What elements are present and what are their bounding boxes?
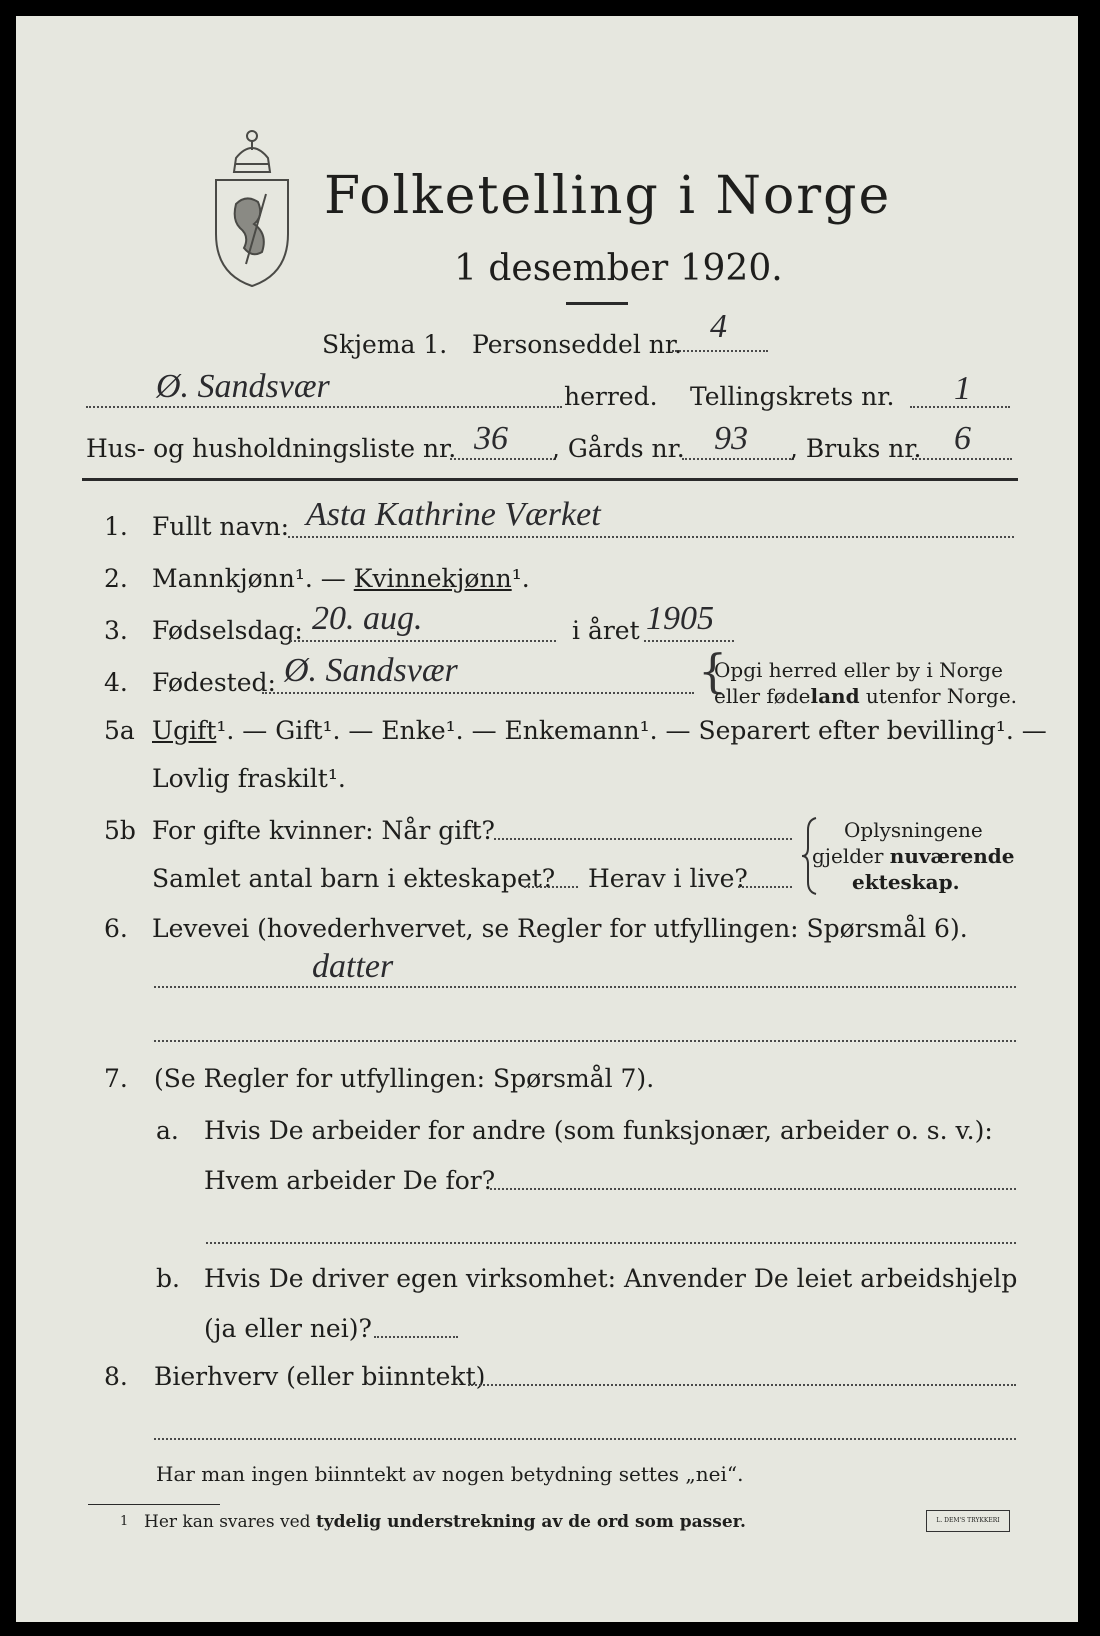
q5b-line2b: Herav i live? <box>588 864 748 893</box>
q4-number: 4. <box>104 668 128 697</box>
coat-of-arms-icon <box>206 124 298 290</box>
form-title: Folketelling i Norge <box>324 166 892 226</box>
bruks-label: , Bruks nr. <box>790 434 922 463</box>
footnote-divider <box>88 1504 220 1505</box>
q7a-line2: Hvem arbeider De for? <box>204 1166 496 1195</box>
personseddel-line <box>672 350 768 352</box>
q7a-letter: a. <box>156 1116 179 1145</box>
q5b-note-3: ekteskap. <box>852 870 960 894</box>
q6-line-2 <box>154 1040 1016 1042</box>
q7b-line1: Hvis De driver egen virksomhet: Anvender De leiet arbeidshjelp <box>204 1264 1018 1293</box>
q5b-number: 5b <box>104 816 136 845</box>
footnote-mark: 1 <box>120 1514 129 1529</box>
q7b-answer-line <box>374 1336 458 1338</box>
tellingskrets-value: 1 <box>954 370 971 407</box>
tellingskrets-label: Tellingskrets nr. <box>690 382 895 411</box>
q4-brace: { <box>698 644 728 698</box>
gaards-line <box>682 458 794 460</box>
gaards-label: , Gårds nr. <box>552 434 685 463</box>
q2-number: 2. <box>104 564 128 593</box>
q7b-line2: (ja eller nei)? <box>204 1314 372 1343</box>
q5b-alive-line <box>738 886 792 888</box>
birthplace-value: Ø. Sandsvær <box>284 652 458 689</box>
q5b-line1: For gifte kvinner: Når gift? <box>152 816 495 845</box>
q5a-line2: Lovlig fraskilt¹. <box>152 764 346 793</box>
q7a-employer-line <box>490 1188 1016 1190</box>
q3-year-label: i året <box>572 616 640 645</box>
birthday-value: 20. aug. <box>312 600 423 637</box>
bruks-value: 6 <box>954 420 971 457</box>
occupation-value: datter <box>312 948 394 985</box>
q8-number: 8. <box>104 1362 128 1391</box>
q3-year-line <box>644 640 734 642</box>
printer-stamp: L. DEM'S TRYKKERI <box>926 1510 1010 1532</box>
census-date: 1 desember 1920. <box>454 248 783 289</box>
q7a-line-extra <box>206 1242 1016 1244</box>
q4-note-1: Opgi herred eller by i Norge <box>714 658 1003 682</box>
q4-line <box>262 692 694 694</box>
husliste-line <box>450 458 556 460</box>
q1-line <box>288 536 1014 538</box>
q5b-line2a: Samlet antal barn i ekteskapet? <box>152 864 556 893</box>
personseddel-label: Personseddel nr. <box>472 330 683 359</box>
ugift-underlined: Ugift <box>152 716 217 745</box>
q5a-number: 5a <box>104 716 135 745</box>
birth-year-value: 1905 <box>646 600 714 637</box>
header-divider <box>82 478 1018 481</box>
title-divider <box>566 302 628 305</box>
full-name-value: Asta Kathrine Værket <box>306 496 601 533</box>
q3-line <box>290 640 556 642</box>
q3-number: 3. <box>104 616 128 645</box>
herred-label: herred. <box>564 382 658 411</box>
herred-line <box>86 406 562 408</box>
q1-label: Fullt navn: <box>152 512 290 541</box>
q6-label: Levevei (hovederhvervet, se Regler for utfyllingen: Spørsmål 6). <box>152 914 968 943</box>
husliste-label: Hus- og husholdningsliste nr. <box>86 434 457 463</box>
q7-label: (Se Regler for utfyllingen: Spørsmål 7). <box>154 1064 655 1093</box>
kvinnekjonn-underlined: Kvinnekjønn <box>353 564 512 593</box>
q5a-label: Ugift¹. — Gift¹. — Enke¹. — Enkemann¹. — Separert efter bevilling¹. — <box>152 716 1047 745</box>
q3-label: Fødselsdag: <box>152 616 303 645</box>
personseddel-value: 4 <box>710 308 727 345</box>
q4-note-2: eller fødeland utenfor Norge. <box>714 684 1018 708</box>
herred-value: Ø. Sandsvær <box>156 368 330 405</box>
q7b-letter: b. <box>156 1264 180 1293</box>
footnote-text: Her kan svares ved tydelig understrekning av de ord som passer. <box>144 1512 746 1532</box>
q5b-note-2: gjelder nuværende <box>812 844 1015 868</box>
q8-note: Har man ingen biinntekt av nogen betydning settes „nei“. <box>156 1462 744 1486</box>
husliste-value: 36 <box>474 420 508 457</box>
q6-number: 6. <box>104 914 128 943</box>
q8-line-2 <box>154 1438 1016 1440</box>
q7a-line1: Hvis De arbeider for andre (som funksjonær, arbeider o. s. v.): <box>204 1116 993 1145</box>
q1-number: 1. <box>104 512 128 541</box>
census-form <box>16 16 1078 1622</box>
q5b-married-line <box>494 838 792 840</box>
q7-number: 7. <box>104 1064 128 1093</box>
q4-label: Fødested: <box>152 668 276 697</box>
q5b-note-1: Oplysningene <box>844 818 983 842</box>
q6-line-1 <box>154 986 1016 988</box>
q5b-children-line <box>524 886 578 888</box>
bruks-line <box>912 458 1012 460</box>
q8-line-1 <box>468 1384 1016 1386</box>
q8-label: Bierhverv (eller biinntekt) <box>154 1362 486 1391</box>
q2-label: Mannkjønn¹. — Kvinnekjønn¹. <box>152 564 530 593</box>
gaards-value: 93 <box>714 420 748 457</box>
schema-label: Skjema 1. <box>322 330 448 359</box>
